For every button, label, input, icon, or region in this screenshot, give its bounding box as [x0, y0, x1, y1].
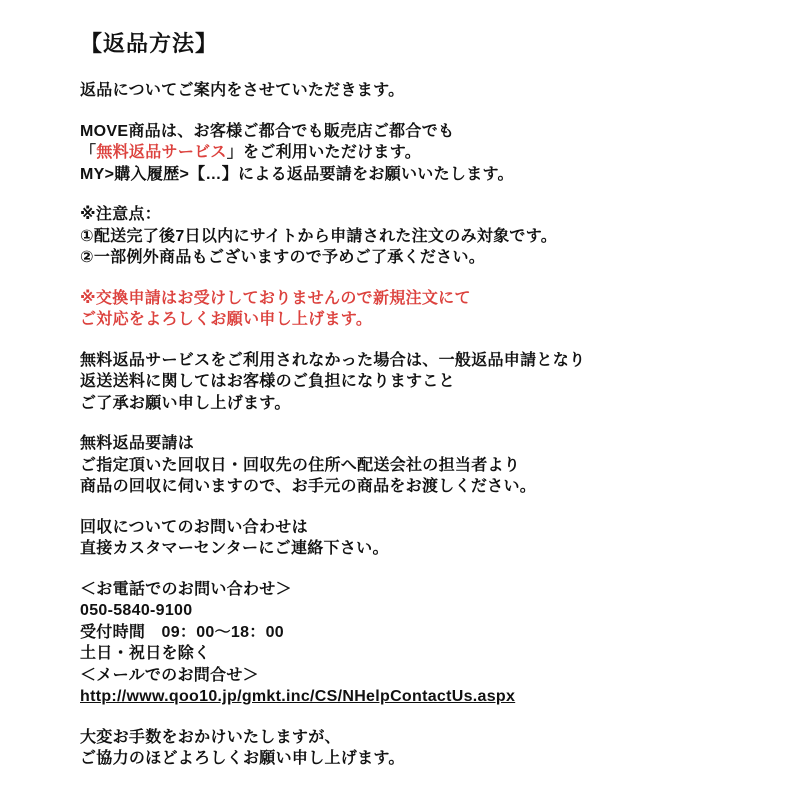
intro-paragraph	[80, 80, 760, 102]
free-return-request-line-2: ご指定頂いた回収日・回収先の住所へ配送会社の担当者より	[80, 456, 521, 474]
closing-paragraph	[80, 727, 760, 770]
notes-item-2: ②一部例外商品もございますので予めご了承ください。	[80, 249, 486, 266]
free-return-request-line-1: 無料返品要請は	[80, 435, 195, 452]
pickup-contact-paragraph	[80, 517, 760, 560]
pickup-contact-line-2: 直接カスタマーセンターにご連絡下さい。	[80, 540, 389, 557]
pickup-contact-line-1: 回収についてのお問い合わせは	[80, 518, 308, 536]
closed-days: 土日・祝日を除く	[80, 645, 211, 662]
general-return-line-2: 返送送料に関してはお客様のご負担になりますこと	[80, 373, 455, 390]
general-return-paragraph	[80, 350, 760, 415]
free-return-request-line-3: 商品の回収に伺いますので、お手元の商品をお渡しください。	[80, 478, 537, 495]
page-title: 【返品方法】	[80, 31, 219, 56]
closing-line-2: ご協力のほどよろしくお願い申し上げます。	[80, 750, 405, 767]
notes-paragraph	[80, 204, 760, 269]
phone-number: 050-5840-9100	[80, 602, 193, 619]
intro-line: 返品についてご案内をさせていただきます。	[80, 82, 405, 99]
free-return-service-highlight: 無料返品サービス	[96, 144, 227, 161]
move-service-paragraph	[80, 121, 760, 186]
exchange-warning-line-2: ご対応をよろしくお願い申し上げます。	[80, 311, 373, 328]
notes-item-1: ①配送完了後7日以内にサイトから申請された注文のみ対象です。	[80, 227, 558, 245]
notes-header: ※注意点：	[80, 206, 162, 223]
general-return-line-3: ご了承お願い申し上げます。	[80, 394, 291, 412]
bracket-open-text: 「	[80, 144, 97, 161]
move-line-1: MOVE商品は、お客様ご都合でも販売店ご都合でも	[80, 122, 455, 140]
business-hours: 受付時間 09：00〜18：00	[80, 623, 284, 641]
contact-url-link[interactable]: http://www.qoo10.jp/gmkt.inc/CS/NHelpContactUs.aspx	[80, 688, 516, 705]
contact-info-paragraph	[80, 579, 760, 708]
free-return-request-paragraph	[80, 433, 760, 498]
exchange-warning-paragraph	[80, 288, 760, 331]
exchange-warning-line-1: ※交換申請はお受けしておりませんので新規注文にて	[80, 289, 471, 307]
mail-contact-header: ＜メールでのお問合せ＞	[80, 666, 259, 684]
general-return-line-1: 無料返品サービスをご利用されなかった場合は、一般返品申請となり	[80, 351, 586, 369]
move-line-3: MY>購入履歴>【…】による返品要請をお願いいたします。	[80, 165, 514, 183]
service-usage-text: 」をご利用いただけます。	[226, 144, 422, 161]
free-return-service-line	[80, 142, 760, 164]
closing-line-1: 大変お手数をおかけいたしますが、	[80, 728, 341, 746]
phone-contact-header: ＜お電話でのお問い合わせ＞	[80, 580, 292, 598]
